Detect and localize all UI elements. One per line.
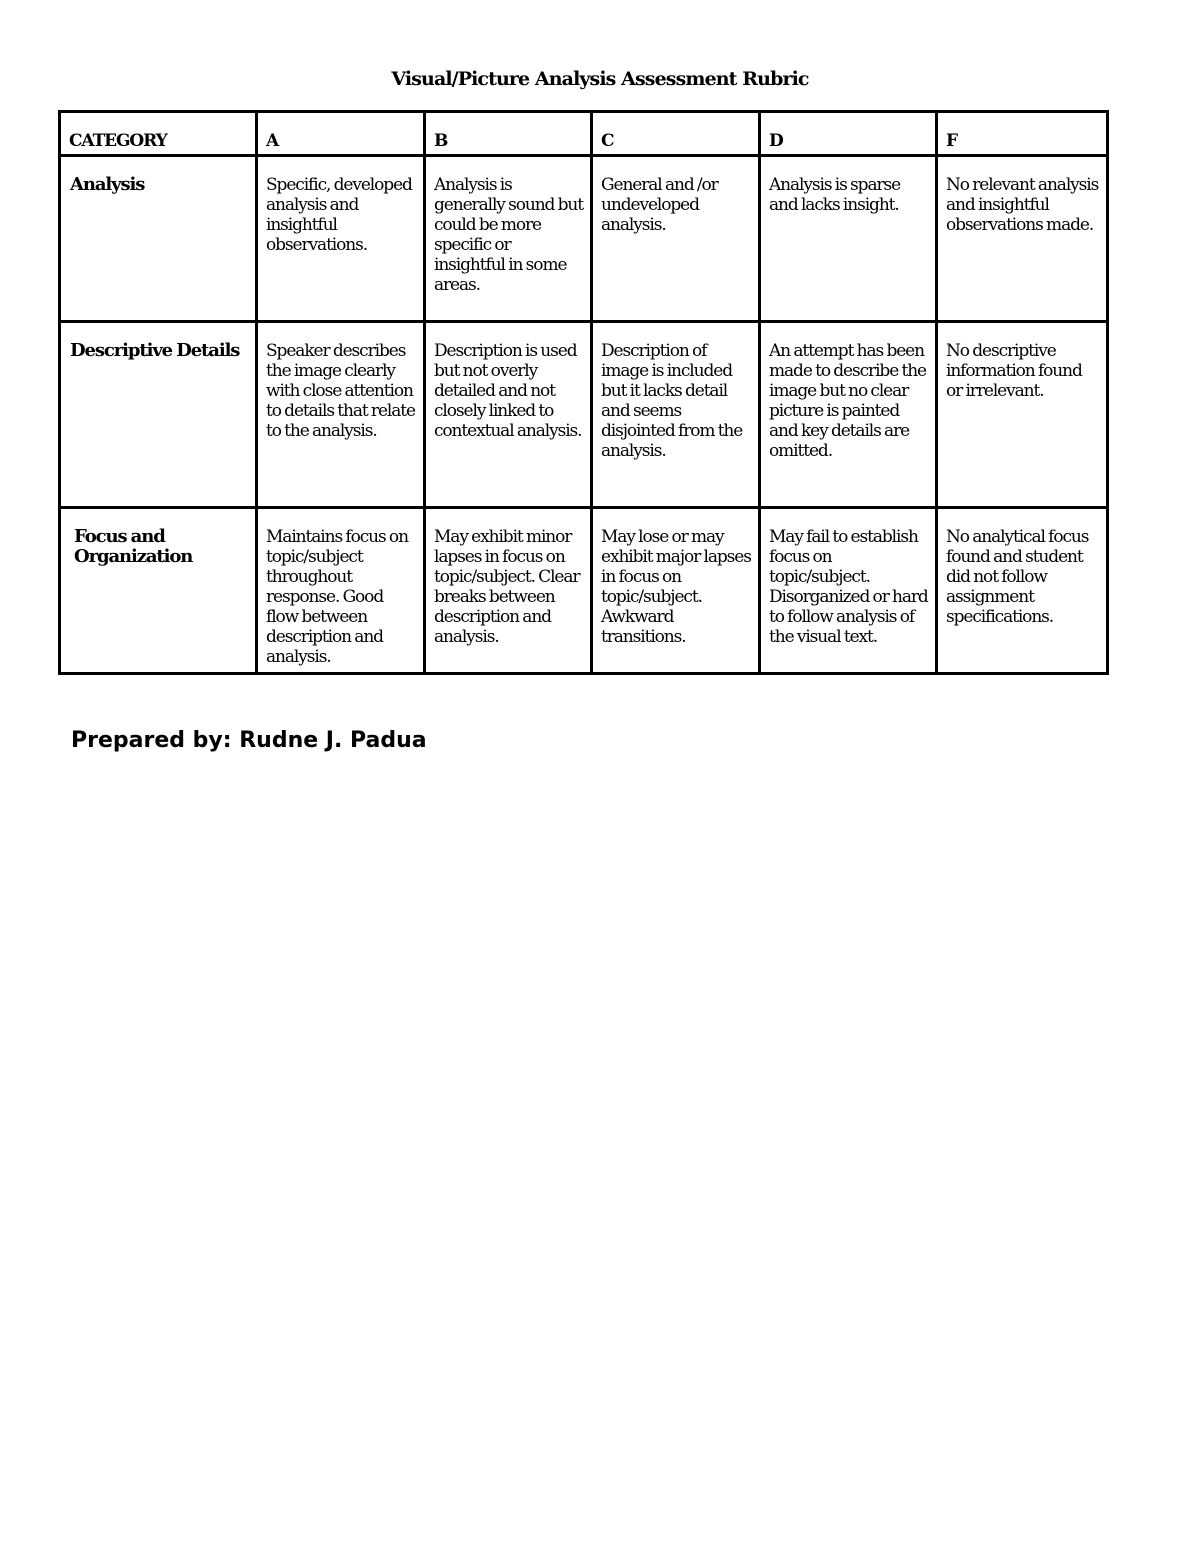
table-cell: May exhibit minor lapses in focus on topic/subject. Clear breaks between description and analysis. (425, 508, 592, 674)
header-grade-b: B (425, 112, 592, 156)
table-cell: Maintains focus on topic/subject throughout response. Good flow between description and analysis. (257, 508, 425, 674)
row-label-descriptive-details: Descriptive Details (60, 322, 257, 508)
header-grade-c: C (592, 112, 760, 156)
header-grade-f: F (937, 112, 1108, 156)
table-cell: May lose or may exhibit major lapses in focus on topic/subject. Awkward transitions. (592, 508, 760, 674)
header-grade-a: A (257, 112, 425, 156)
header-category: CATEGORY (60, 112, 257, 156)
table-cell: Description is used but not overly detailed and not closely linked to contextual analysis. (425, 322, 592, 508)
table-header-row (60, 112, 1108, 156)
rubric-table (58, 110, 1109, 675)
table-row (60, 508, 1108, 674)
table-cell: An attempt has been made to describe the image but no clear picture is painted and key details are omitted. (760, 322, 937, 508)
table-cell: May fail to establish focus on topic/subject. Disorganized or hard to follow analysis of the visual text. (760, 508, 937, 674)
table-row (60, 322, 1108, 508)
table-cell: Analysis is generally sound but could be more specific or insightful in some areas. (425, 156, 592, 322)
table-row (60, 156, 1108, 322)
table-cell: General and /or undeveloped analysis. (592, 156, 760, 322)
table-cell: Specific, developed analysis and insightful observations. (257, 156, 425, 322)
table-cell: Analysis is sparse and lacks insight. (760, 156, 937, 322)
table-cell: No relevant analysis and insightful observations made. (937, 156, 1108, 322)
prepared-by: Prepared by: Rudne J. Padua (71, 728, 427, 753)
header-grade-d: D (760, 112, 937, 156)
table-cell: No descriptive information found or irrelevant. (937, 322, 1108, 508)
row-label-analysis: Analysis (60, 156, 257, 322)
table-cell: No analytical focus found and student did not follow assignment specifications. (937, 508, 1108, 674)
table-cell: Description of image is included but it lacks detail and seems disjointed from the analysis. (592, 322, 760, 508)
table-cell: Speaker describes the image clearly with close attention to details that relate to the analysis. (257, 322, 425, 508)
row-label-focus-organization: Focus and Organization (60, 508, 257, 674)
document-title: Visual/Picture Analysis Assessment Rubric (391, 68, 809, 90)
